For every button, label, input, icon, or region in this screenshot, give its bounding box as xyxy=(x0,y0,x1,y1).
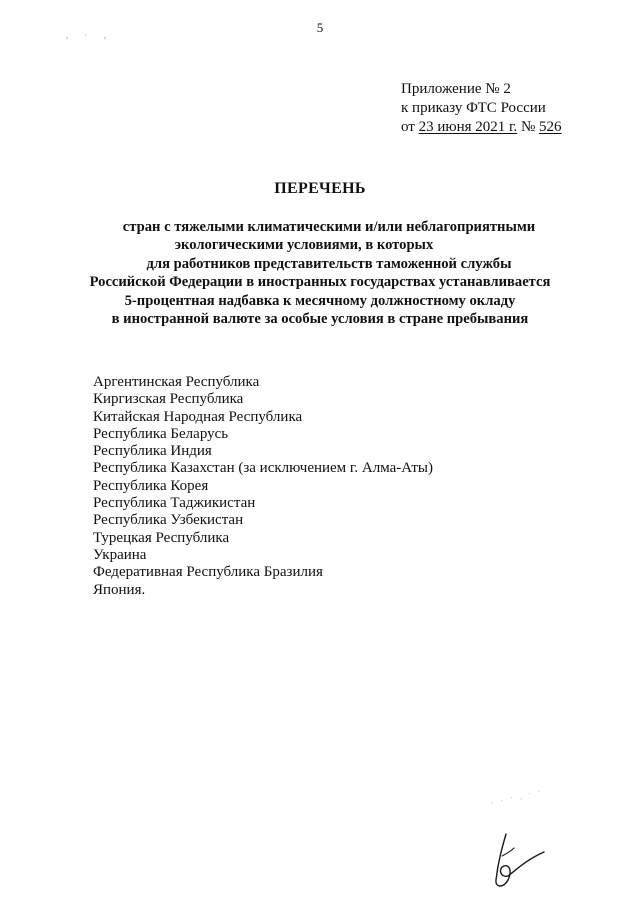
list-item: Республика Узбекистан xyxy=(93,512,244,529)
appendix-line-1: Приложение № 2 xyxy=(401,81,511,97)
subtitle-line-2: экологическими условиями, в которых xyxy=(174,237,434,254)
appendix-line-2: к приказу ФТС России xyxy=(401,100,546,116)
signature-icon xyxy=(486,826,552,892)
appendix-number: 526 xyxy=(539,119,562,135)
list-item: Федеративная Республика Бразилия xyxy=(93,564,323,581)
appendix-date-prefix: от xyxy=(401,119,419,135)
appendix-number-sign: № xyxy=(517,119,540,135)
document-title: ПЕРЕЧЕНЬ xyxy=(274,180,366,197)
subtitle-line-6: в иностранной валюте за особые условия в стране пребывания xyxy=(111,311,529,328)
page-number: 5 xyxy=(316,20,324,35)
subtitle-line-3: для работников представительств таможенной службы xyxy=(146,255,512,272)
appendix-date: 23 июня 2021 г. xyxy=(418,119,518,135)
faint-stamp-mark: · · · , · · xyxy=(489,785,545,810)
country-list xyxy=(93,374,433,599)
subtitle-line-5: 5-процентная надбавка к месячному должностному окладу xyxy=(124,292,516,309)
list-item: Республика Казахстан (за исключением г. Алма-Аты) xyxy=(93,460,433,477)
document-subtitle xyxy=(60,218,580,328)
list-item: Республика Индия xyxy=(93,443,212,460)
list-item: Республика Таджикистан xyxy=(93,495,256,512)
list-item: Турецкая Республика xyxy=(93,529,230,546)
list-item: Китайская Народная Республика xyxy=(93,408,303,425)
list-item: Япония. xyxy=(93,581,146,598)
subtitle-line-4: Российской Федерации в иностранных государствах устанавливается xyxy=(89,274,551,291)
list-item: Республика Беларусь xyxy=(93,425,229,442)
list-item: Украина xyxy=(93,546,147,563)
list-item: Республика Корея xyxy=(93,477,209,494)
list-item: Аргентинская Республика xyxy=(93,374,260,390)
subtitle-line-1: стран с тяжелыми климатическими и/или неблагоприятными xyxy=(122,219,536,235)
appendix-line-3 xyxy=(401,118,562,137)
scan-artifacts: , · , xyxy=(66,30,113,40)
appendix-header xyxy=(401,80,562,137)
list-item: Киргизская Республика xyxy=(93,391,244,408)
signature xyxy=(486,826,552,897)
